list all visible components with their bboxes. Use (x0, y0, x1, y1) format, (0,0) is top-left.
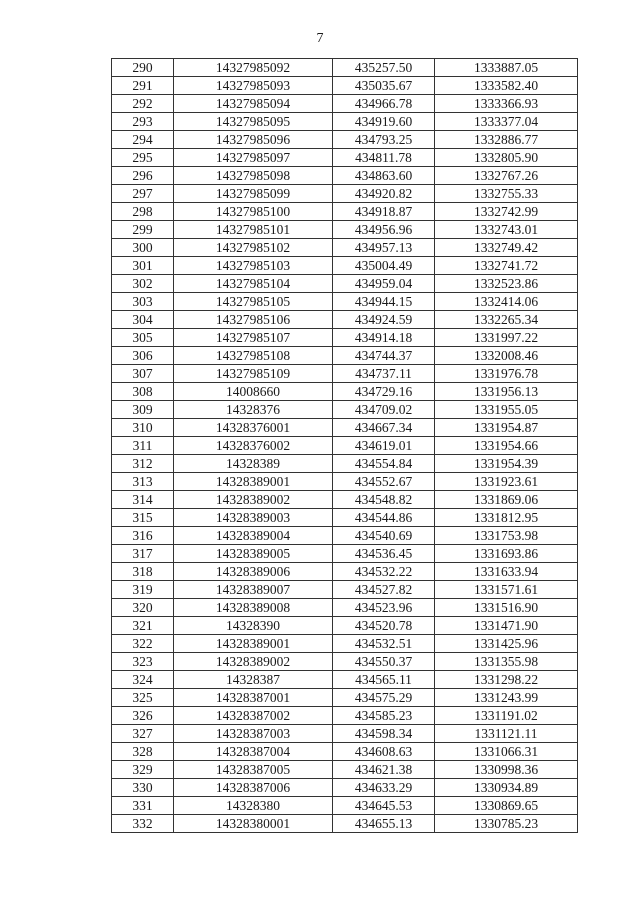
point-id-cell: 14328387005 (174, 761, 333, 779)
point-id-cell: 14328389001 (174, 473, 333, 491)
x-coordinate-cell: 434920.82 (333, 185, 435, 203)
x-coordinate-cell: 434966.78 (333, 95, 435, 113)
table-row (112, 617, 578, 635)
table-row (112, 455, 578, 473)
point-id-cell: 14327985103 (174, 257, 333, 275)
table-row (112, 437, 578, 455)
row-index-cell: 314 (112, 491, 174, 509)
table-row (112, 131, 578, 149)
point-id-cell: 14328387004 (174, 743, 333, 761)
y-coordinate-cell: 1331955.05 (435, 401, 578, 419)
point-id-cell: 14327985106 (174, 311, 333, 329)
y-coordinate-cell: 1331355.98 (435, 653, 578, 671)
table-row (112, 761, 578, 779)
x-coordinate-cell: 434550.37 (333, 653, 435, 671)
row-index-cell: 296 (112, 167, 174, 185)
x-coordinate-cell: 434944.15 (333, 293, 435, 311)
table-row (112, 221, 578, 239)
x-coordinate-cell: 434956.96 (333, 221, 435, 239)
point-id-cell: 14328389008 (174, 599, 333, 617)
row-index-cell: 325 (112, 689, 174, 707)
y-coordinate-cell: 1331923.61 (435, 473, 578, 491)
table-row (112, 365, 578, 383)
x-coordinate-cell: 435035.67 (333, 77, 435, 95)
table-row (112, 473, 578, 491)
table-row (112, 293, 578, 311)
x-coordinate-cell: 434544.86 (333, 509, 435, 527)
x-coordinate-cell: 434645.53 (333, 797, 435, 815)
row-index-cell: 326 (112, 707, 174, 725)
table-row (112, 239, 578, 257)
y-coordinate-cell: 1331693.86 (435, 545, 578, 563)
table-row (112, 581, 578, 599)
table-row (112, 383, 578, 401)
point-id-cell: 14327985097 (174, 149, 333, 167)
y-coordinate-cell: 1333366.93 (435, 95, 578, 113)
x-coordinate-cell: 434554.84 (333, 455, 435, 473)
x-coordinate-cell: 434793.25 (333, 131, 435, 149)
table-row (112, 707, 578, 725)
x-coordinate-cell: 434744.37 (333, 347, 435, 365)
y-coordinate-cell: 1331997.22 (435, 329, 578, 347)
point-id-cell: 14327985099 (174, 185, 333, 203)
y-coordinate-cell: 1331954.66 (435, 437, 578, 455)
point-id-cell: 14327985102 (174, 239, 333, 257)
row-index-cell: 330 (112, 779, 174, 797)
table-row (112, 149, 578, 167)
y-coordinate-cell: 1331633.94 (435, 563, 578, 581)
x-coordinate-cell: 434709.02 (333, 401, 435, 419)
y-coordinate-cell: 1332008.46 (435, 347, 578, 365)
point-id-cell: 14328376 (174, 401, 333, 419)
x-coordinate-cell: 434863.60 (333, 167, 435, 185)
x-coordinate-cell: 434914.18 (333, 329, 435, 347)
table-row (112, 491, 578, 509)
row-index-cell: 298 (112, 203, 174, 221)
y-coordinate-cell: 1330998.36 (435, 761, 578, 779)
table-row (112, 275, 578, 293)
point-id-cell: 14328389003 (174, 509, 333, 527)
point-id-cell: 14327985096 (174, 131, 333, 149)
y-coordinate-cell: 1332805.90 (435, 149, 578, 167)
row-index-cell: 324 (112, 671, 174, 689)
x-coordinate-cell: 434633.29 (333, 779, 435, 797)
row-index-cell: 301 (112, 257, 174, 275)
x-coordinate-cell: 434918.87 (333, 203, 435, 221)
point-id-cell: 14328380001 (174, 815, 333, 833)
point-id-cell: 14328387002 (174, 707, 333, 725)
table-row (112, 347, 578, 365)
point-id-cell: 14327985100 (174, 203, 333, 221)
page-number: 7 (316, 31, 324, 46)
table-row (112, 815, 578, 833)
point-id-cell: 14327985095 (174, 113, 333, 131)
y-coordinate-cell: 1333582.40 (435, 77, 578, 95)
point-id-cell: 14328387003 (174, 725, 333, 743)
row-index-cell: 331 (112, 797, 174, 815)
table-row (112, 797, 578, 815)
y-coordinate-cell: 1332886.77 (435, 131, 578, 149)
y-coordinate-cell: 1331753.98 (435, 527, 578, 545)
y-coordinate-cell: 1330785.23 (435, 815, 578, 833)
x-coordinate-cell: 434565.11 (333, 671, 435, 689)
row-index-cell: 319 (112, 581, 174, 599)
point-id-cell: 14328389007 (174, 581, 333, 599)
table-row (112, 257, 578, 275)
point-id-cell: 14327985108 (174, 347, 333, 365)
point-id-cell: 14328389006 (174, 563, 333, 581)
x-coordinate-cell: 434655.13 (333, 815, 435, 833)
y-coordinate-cell: 1332265.34 (435, 311, 578, 329)
y-coordinate-cell: 1332741.72 (435, 257, 578, 275)
point-id-cell: 14328389001 (174, 635, 333, 653)
table-row (112, 599, 578, 617)
table-row (112, 635, 578, 653)
y-coordinate-cell: 1331956.13 (435, 383, 578, 401)
row-index-cell: 302 (112, 275, 174, 293)
point-id-cell: 14328390 (174, 617, 333, 635)
row-index-cell: 304 (112, 311, 174, 329)
x-coordinate-cell: 434959.04 (333, 275, 435, 293)
y-coordinate-cell: 1331191.02 (435, 707, 578, 725)
point-id-cell: 14327985098 (174, 167, 333, 185)
point-id-cell: 14008660 (174, 383, 333, 401)
x-coordinate-cell: 434619.01 (333, 437, 435, 455)
y-coordinate-cell: 1331121.11 (435, 725, 578, 743)
y-coordinate-cell: 1330934.89 (435, 779, 578, 797)
x-coordinate-cell: 434575.29 (333, 689, 435, 707)
y-coordinate-cell: 1331298.22 (435, 671, 578, 689)
row-index-cell: 322 (112, 635, 174, 653)
x-coordinate-cell: 434667.34 (333, 419, 435, 437)
row-index-cell: 303 (112, 293, 174, 311)
row-index-cell: 294 (112, 131, 174, 149)
row-index-cell: 313 (112, 473, 174, 491)
point-id-cell: 14328376001 (174, 419, 333, 437)
table-row (112, 653, 578, 671)
row-index-cell: 299 (112, 221, 174, 239)
row-index-cell: 295 (112, 149, 174, 167)
y-coordinate-cell: 1331066.31 (435, 743, 578, 761)
row-index-cell: 290 (112, 59, 174, 77)
row-index-cell: 321 (112, 617, 174, 635)
point-id-cell: 14327985094 (174, 95, 333, 113)
table-row (112, 167, 578, 185)
point-id-cell: 14328389005 (174, 545, 333, 563)
point-id-cell: 14328389002 (174, 491, 333, 509)
row-index-cell: 309 (112, 401, 174, 419)
x-coordinate-cell: 434737.11 (333, 365, 435, 383)
point-id-cell: 14327985101 (174, 221, 333, 239)
point-id-cell: 14328376002 (174, 437, 333, 455)
point-id-cell: 14328387001 (174, 689, 333, 707)
y-coordinate-cell: 1331516.90 (435, 599, 578, 617)
y-coordinate-cell: 1330869.65 (435, 797, 578, 815)
point-id-cell: 14327985093 (174, 77, 333, 95)
table-row (112, 113, 578, 131)
x-coordinate-cell: 434957.13 (333, 239, 435, 257)
y-coordinate-cell: 1332743.01 (435, 221, 578, 239)
point-id-cell: 14328389004 (174, 527, 333, 545)
x-coordinate-cell: 434527.82 (333, 581, 435, 599)
row-index-cell: 312 (112, 455, 174, 473)
coordinates-table (111, 58, 578, 833)
x-coordinate-cell: 434532.51 (333, 635, 435, 653)
row-index-cell: 308 (112, 383, 174, 401)
x-coordinate-cell: 434552.67 (333, 473, 435, 491)
point-id-cell: 14328387006 (174, 779, 333, 797)
table-row (112, 689, 578, 707)
point-id-cell: 14327985107 (174, 329, 333, 347)
y-coordinate-cell: 1332755.33 (435, 185, 578, 203)
row-index-cell: 291 (112, 77, 174, 95)
row-index-cell: 306 (112, 347, 174, 365)
row-index-cell: 300 (112, 239, 174, 257)
table-row (112, 95, 578, 113)
row-index-cell: 315 (112, 509, 174, 527)
x-coordinate-cell: 435004.49 (333, 257, 435, 275)
table-row (112, 527, 578, 545)
y-coordinate-cell: 1332742.99 (435, 203, 578, 221)
table-row (112, 59, 578, 77)
row-index-cell: 329 (112, 761, 174, 779)
x-coordinate-cell: 434520.78 (333, 617, 435, 635)
row-index-cell: 318 (112, 563, 174, 581)
x-coordinate-cell: 434621.38 (333, 761, 435, 779)
row-index-cell: 297 (112, 185, 174, 203)
row-index-cell: 320 (112, 599, 174, 617)
y-coordinate-cell: 1331954.87 (435, 419, 578, 437)
coordinates-table-body (112, 59, 578, 833)
y-coordinate-cell: 1331425.96 (435, 635, 578, 653)
y-coordinate-cell: 1332414.06 (435, 293, 578, 311)
x-coordinate-cell: 434811.78 (333, 149, 435, 167)
table-row (112, 203, 578, 221)
table-row (112, 545, 578, 563)
y-coordinate-cell: 1331976.78 (435, 365, 578, 383)
row-index-cell: 293 (112, 113, 174, 131)
x-coordinate-cell: 434540.69 (333, 527, 435, 545)
table-row (112, 311, 578, 329)
row-index-cell: 305 (112, 329, 174, 347)
y-coordinate-cell: 1331954.39 (435, 455, 578, 473)
row-index-cell: 307 (112, 365, 174, 383)
table-row (112, 419, 578, 437)
point-id-cell: 14328387 (174, 671, 333, 689)
x-coordinate-cell: 434523.96 (333, 599, 435, 617)
x-coordinate-cell: 434598.34 (333, 725, 435, 743)
x-coordinate-cell: 435257.50 (333, 59, 435, 77)
y-coordinate-cell: 1332767.26 (435, 167, 578, 185)
table-row (112, 401, 578, 419)
y-coordinate-cell: 1332749.42 (435, 239, 578, 257)
x-coordinate-cell: 434924.59 (333, 311, 435, 329)
point-id-cell: 14327985104 (174, 275, 333, 293)
table-row (112, 671, 578, 689)
point-id-cell: 14328389 (174, 455, 333, 473)
y-coordinate-cell: 1331243.99 (435, 689, 578, 707)
y-coordinate-cell: 1332523.86 (435, 275, 578, 293)
point-id-cell: 14327985105 (174, 293, 333, 311)
table-row (112, 725, 578, 743)
x-coordinate-cell: 434608.63 (333, 743, 435, 761)
table-row (112, 77, 578, 95)
row-index-cell: 310 (112, 419, 174, 437)
row-index-cell: 327 (112, 725, 174, 743)
x-coordinate-cell: 434919.60 (333, 113, 435, 131)
y-coordinate-cell: 1331812.95 (435, 509, 578, 527)
y-coordinate-cell: 1333377.04 (435, 113, 578, 131)
table-row (112, 743, 578, 761)
point-id-cell: 14328389002 (174, 653, 333, 671)
row-index-cell: 332 (112, 815, 174, 833)
y-coordinate-cell: 1333887.05 (435, 59, 578, 77)
row-index-cell: 292 (112, 95, 174, 113)
x-coordinate-cell: 434585.23 (333, 707, 435, 725)
y-coordinate-cell: 1331571.61 (435, 581, 578, 599)
y-coordinate-cell: 1331869.06 (435, 491, 578, 509)
point-id-cell: 14328380 (174, 797, 333, 815)
row-index-cell: 317 (112, 545, 174, 563)
x-coordinate-cell: 434548.82 (333, 491, 435, 509)
row-index-cell: 316 (112, 527, 174, 545)
table-row (112, 779, 578, 797)
x-coordinate-cell: 434532.22 (333, 563, 435, 581)
row-index-cell: 323 (112, 653, 174, 671)
x-coordinate-cell: 434729.16 (333, 383, 435, 401)
table-row (112, 563, 578, 581)
table-row (112, 329, 578, 347)
row-index-cell: 328 (112, 743, 174, 761)
point-id-cell: 14327985109 (174, 365, 333, 383)
x-coordinate-cell: 434536.45 (333, 545, 435, 563)
table-row (112, 185, 578, 203)
y-coordinate-cell: 1331471.90 (435, 617, 578, 635)
row-index-cell: 311 (112, 437, 174, 455)
table-row (112, 509, 578, 527)
point-id-cell: 14327985092 (174, 59, 333, 77)
